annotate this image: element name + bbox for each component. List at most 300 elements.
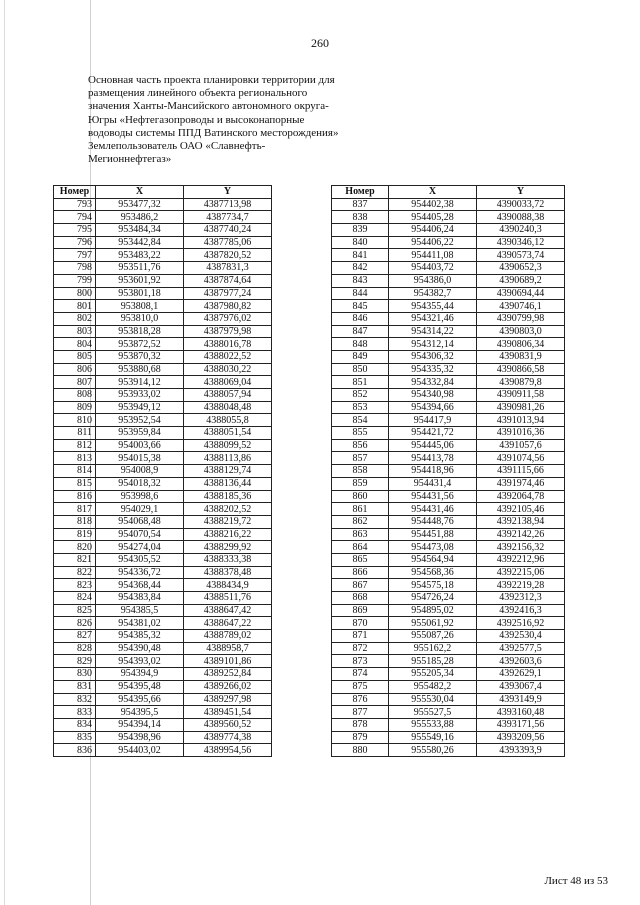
point-number: 820	[54, 541, 96, 554]
y-coordinate: 4388185,36	[184, 490, 272, 503]
point-number: 794	[54, 211, 96, 224]
scan-artifact-edge	[4, 0, 5, 905]
point-number: 873	[332, 655, 389, 668]
y-coordinate: 4388069,04	[184, 376, 272, 389]
point-number: 814	[54, 465, 96, 478]
point-number: 856	[332, 439, 389, 452]
y-coordinate: 4392064,78	[477, 490, 565, 503]
title-line: Землепользователь ОАО «Славнефть-	[88, 140, 266, 153]
header-y: Y	[184, 186, 272, 199]
y-coordinate: 4388051,54	[184, 427, 272, 440]
y-coordinate: 4393209,56	[477, 731, 565, 744]
title-line: водоводы системы ППД Ватинского месторождения»	[88, 126, 339, 139]
x-coordinate: 954406,24	[389, 224, 477, 237]
y-coordinate: 4390981,26	[477, 401, 565, 414]
x-coordinate: 955530,04	[389, 693, 477, 706]
y-coordinate: 4390033,72	[477, 198, 565, 211]
y-coordinate: 4391016,36	[477, 427, 565, 440]
table-row	[54, 579, 272, 592]
y-coordinate: 4388048,48	[184, 401, 272, 414]
table-row	[54, 350, 272, 363]
x-coordinate: 954726,24	[389, 592, 477, 605]
y-coordinate: 4393393,9	[477, 744, 565, 757]
table-row	[332, 579, 565, 592]
x-coordinate: 954274,04	[96, 541, 184, 554]
x-coordinate: 954398,96	[96, 731, 184, 744]
x-coordinate: 953477,32	[96, 198, 184, 211]
table-row	[54, 477, 272, 490]
x-coordinate: 954336,72	[96, 566, 184, 579]
table-row	[54, 604, 272, 617]
table-row	[332, 414, 565, 427]
table-row	[54, 744, 272, 757]
x-coordinate: 953808,1	[96, 300, 184, 313]
x-coordinate: 954431,4	[389, 477, 477, 490]
x-coordinate: 954448,76	[389, 515, 477, 528]
point-number: 824	[54, 592, 96, 605]
table-row	[332, 452, 565, 465]
table-row	[332, 401, 565, 414]
point-number: 819	[54, 528, 96, 541]
point-number: 842	[332, 262, 389, 275]
point-number: 836	[54, 744, 96, 757]
x-coordinate: 954383,84	[96, 592, 184, 605]
table-row	[54, 376, 272, 389]
x-coordinate: 954068,48	[96, 515, 184, 528]
point-number: 878	[332, 718, 389, 731]
point-number: 853	[332, 401, 389, 414]
point-number: 845	[332, 300, 389, 313]
y-coordinate: 4389451,54	[184, 706, 272, 719]
x-coordinate: 954312,14	[389, 338, 477, 351]
point-number: 854	[332, 414, 389, 427]
y-coordinate: 4387979,98	[184, 325, 272, 338]
y-coordinate: 4388055,8	[184, 414, 272, 427]
x-coordinate: 954575,18	[389, 579, 477, 592]
table-row	[54, 452, 272, 465]
y-coordinate: 4393067,4	[477, 680, 565, 693]
table-row	[54, 363, 272, 376]
table-row	[332, 655, 565, 668]
x-coordinate: 955527,5	[389, 706, 477, 719]
point-number: 815	[54, 477, 96, 490]
point-number: 804	[54, 338, 96, 351]
table-row	[332, 490, 565, 503]
x-coordinate: 954382,7	[389, 287, 477, 300]
y-coordinate: 4391115,66	[477, 465, 565, 478]
x-coordinate: 954368,44	[96, 579, 184, 592]
x-coordinate: 954403,72	[389, 262, 477, 275]
x-coordinate: 955061,92	[389, 617, 477, 630]
x-coordinate: 954405,28	[389, 211, 477, 224]
table-row	[332, 604, 565, 617]
table-row	[54, 642, 272, 655]
table-row	[54, 427, 272, 440]
x-coordinate: 955580,26	[389, 744, 477, 757]
y-coordinate: 4388129,74	[184, 465, 272, 478]
y-coordinate: 4390652,3	[477, 262, 565, 275]
point-number: 835	[54, 731, 96, 744]
table-row	[332, 515, 565, 528]
point-number: 822	[54, 566, 96, 579]
table-row	[332, 224, 565, 237]
point-number: 793	[54, 198, 96, 211]
table-row	[332, 389, 565, 402]
table-row	[54, 553, 272, 566]
point-number: 802	[54, 312, 96, 325]
table-row	[54, 414, 272, 427]
y-coordinate: 4387820,52	[184, 249, 272, 262]
table-row	[54, 668, 272, 681]
x-coordinate: 954385,5	[96, 604, 184, 617]
x-coordinate: 955205,34	[389, 668, 477, 681]
y-coordinate: 4387713,98	[184, 198, 272, 211]
x-coordinate: 953959,84	[96, 427, 184, 440]
x-coordinate: 954473,08	[389, 541, 477, 554]
point-number: 857	[332, 452, 389, 465]
point-number: 847	[332, 325, 389, 338]
y-coordinate: 4388016,78	[184, 338, 272, 351]
table-row	[54, 566, 272, 579]
x-coordinate: 954451,88	[389, 528, 477, 541]
y-coordinate: 4388099,52	[184, 439, 272, 452]
x-coordinate: 953949,12	[96, 401, 184, 414]
x-coordinate: 954003,66	[96, 439, 184, 452]
point-number: 861	[332, 503, 389, 516]
point-number: 798	[54, 262, 96, 275]
table-row	[332, 274, 565, 287]
x-coordinate: 954403,02	[96, 744, 184, 757]
x-coordinate: 953872,52	[96, 338, 184, 351]
point-number: 870	[332, 617, 389, 630]
x-coordinate: 954305,52	[96, 553, 184, 566]
y-coordinate: 4387874,64	[184, 274, 272, 287]
table-row	[54, 490, 272, 503]
table-row	[332, 249, 565, 262]
point-number: 875	[332, 680, 389, 693]
y-coordinate: 4390573,74	[477, 249, 565, 262]
point-number: 799	[54, 274, 96, 287]
point-number: 840	[332, 236, 389, 249]
point-number: 810	[54, 414, 96, 427]
table-row	[54, 592, 272, 605]
y-coordinate: 4387980,82	[184, 300, 272, 313]
y-coordinate: 4390806,34	[477, 338, 565, 351]
x-coordinate: 954018,32	[96, 477, 184, 490]
x-coordinate: 953511,76	[96, 262, 184, 275]
y-coordinate: 4390866,58	[477, 363, 565, 376]
x-coordinate: 953801,18	[96, 287, 184, 300]
point-number: 832	[54, 693, 96, 706]
x-coordinate: 953870,32	[96, 350, 184, 363]
table-row	[54, 262, 272, 275]
point-number: 862	[332, 515, 389, 528]
table-row	[332, 718, 565, 731]
point-number: 869	[332, 604, 389, 617]
page-number: 260	[311, 36, 329, 50]
table-row	[54, 224, 272, 237]
y-coordinate: 4392629,1	[477, 668, 565, 681]
point-number: 837	[332, 198, 389, 211]
y-coordinate: 4393160,48	[477, 706, 565, 719]
point-number: 806	[54, 363, 96, 376]
y-coordinate: 4392219,28	[477, 579, 565, 592]
x-coordinate: 954393,02	[96, 655, 184, 668]
x-coordinate: 953810,0	[96, 312, 184, 325]
point-number: 795	[54, 224, 96, 237]
x-coordinate: 955482,2	[389, 680, 477, 693]
header-number: Номер	[332, 186, 389, 199]
x-coordinate: 954314,22	[389, 325, 477, 338]
point-number: 825	[54, 604, 96, 617]
y-coordinate: 4388216,22	[184, 528, 272, 541]
x-coordinate: 954445,06	[389, 439, 477, 452]
point-number: 834	[54, 718, 96, 731]
x-coordinate: 954406,22	[389, 236, 477, 249]
y-coordinate: 4389297,98	[184, 693, 272, 706]
x-coordinate: 954385,32	[96, 630, 184, 643]
table-row	[332, 477, 565, 490]
y-coordinate: 4390088,38	[477, 211, 565, 224]
y-coordinate: 4388136,44	[184, 477, 272, 490]
x-coordinate: 954335,32	[389, 363, 477, 376]
point-number: 852	[332, 389, 389, 402]
y-coordinate: 4391013,94	[477, 414, 565, 427]
table-row	[332, 236, 565, 249]
table-row	[54, 300, 272, 313]
y-coordinate: 4388789,02	[184, 630, 272, 643]
table-row	[54, 287, 272, 300]
point-number: 872	[332, 642, 389, 655]
point-number: 811	[54, 427, 96, 440]
point-number: 866	[332, 566, 389, 579]
table-row	[332, 706, 565, 719]
point-number: 803	[54, 325, 96, 338]
x-coordinate: 954332,84	[389, 376, 477, 389]
point-number: 817	[54, 503, 96, 516]
y-coordinate: 4391057,6	[477, 439, 565, 452]
table-row	[332, 325, 565, 338]
x-coordinate: 953483,22	[96, 249, 184, 262]
x-coordinate: 954402,38	[389, 198, 477, 211]
x-coordinate: 954431,56	[389, 490, 477, 503]
table-row	[332, 287, 565, 300]
table-row	[332, 566, 565, 579]
x-coordinate: 954321,46	[389, 312, 477, 325]
y-coordinate: 4390879,8	[477, 376, 565, 389]
table-row	[332, 731, 565, 744]
y-coordinate: 4388022,52	[184, 350, 272, 363]
y-coordinate: 4389252,84	[184, 668, 272, 681]
table-row	[332, 262, 565, 275]
y-coordinate: 4388113,86	[184, 452, 272, 465]
table-row	[54, 693, 272, 706]
x-coordinate: 955533,88	[389, 718, 477, 731]
x-coordinate: 954895,02	[389, 604, 477, 617]
x-coordinate: 953818,28	[96, 325, 184, 338]
x-coordinate: 955087,26	[389, 630, 477, 643]
point-number: 805	[54, 350, 96, 363]
y-coordinate: 4392312,3	[477, 592, 565, 605]
y-coordinate: 4387977,24	[184, 287, 272, 300]
x-coordinate: 953601,92	[96, 274, 184, 287]
x-coordinate: 954394,14	[96, 718, 184, 731]
point-number: 801	[54, 300, 96, 313]
point-number: 833	[54, 706, 96, 719]
point-number: 860	[332, 490, 389, 503]
y-coordinate: 4387831,3	[184, 262, 272, 275]
table-row	[54, 528, 272, 541]
x-coordinate: 953486,2	[96, 211, 184, 224]
table-row	[54, 249, 272, 262]
y-coordinate: 4393171,56	[477, 718, 565, 731]
coordinates-table-right	[331, 185, 565, 757]
y-coordinate: 4390694,44	[477, 287, 565, 300]
x-coordinate: 954355,44	[389, 300, 477, 313]
table-row	[332, 553, 565, 566]
table-row	[332, 680, 565, 693]
y-coordinate: 4388202,52	[184, 503, 272, 516]
point-number: 848	[332, 338, 389, 351]
point-number: 800	[54, 287, 96, 300]
point-number: 831	[54, 680, 96, 693]
y-coordinate: 4392212,96	[477, 553, 565, 566]
table-header-row	[332, 186, 565, 199]
table-row	[54, 706, 272, 719]
table-row	[54, 325, 272, 338]
table-row	[332, 211, 565, 224]
y-coordinate: 4388647,22	[184, 617, 272, 630]
point-number: 868	[332, 592, 389, 605]
y-coordinate: 4389774,38	[184, 731, 272, 744]
point-number: 828	[54, 642, 96, 655]
x-coordinate: 954008,9	[96, 465, 184, 478]
point-number: 849	[332, 350, 389, 363]
table-row	[332, 630, 565, 643]
point-number: 813	[54, 452, 96, 465]
y-coordinate: 4392215,06	[477, 566, 565, 579]
table-row	[332, 503, 565, 516]
table-row	[332, 693, 565, 706]
x-coordinate: 954395,5	[96, 706, 184, 719]
y-coordinate: 4392142,26	[477, 528, 565, 541]
title-line: Основная часть проекта планировки территории для	[88, 74, 335, 86]
table-row	[54, 401, 272, 414]
y-coordinate: 4390911,58	[477, 389, 565, 402]
y-coordinate: 4390746,1	[477, 300, 565, 313]
table-row	[54, 630, 272, 643]
sheet-counter: Лист 48 из 53	[544, 875, 608, 887]
header-number: Номер	[54, 186, 96, 199]
table-row	[54, 274, 272, 287]
table-row	[332, 668, 565, 681]
point-number: 846	[332, 312, 389, 325]
x-coordinate: 954417,9	[389, 414, 477, 427]
y-coordinate: 4387785,06	[184, 236, 272, 249]
table-row	[332, 198, 565, 211]
y-coordinate: 4387734,7	[184, 211, 272, 224]
x-coordinate: 954015,38	[96, 452, 184, 465]
point-number: 879	[332, 731, 389, 744]
point-number: 843	[332, 274, 389, 287]
table-header-row	[54, 186, 272, 199]
table-row	[54, 503, 272, 516]
x-coordinate: 954564,94	[389, 553, 477, 566]
x-coordinate: 953933,02	[96, 389, 184, 402]
coordinates-table-left	[53, 185, 272, 757]
x-coordinate: 955185,28	[389, 655, 477, 668]
x-coordinate: 954390,48	[96, 642, 184, 655]
y-coordinate: 4389266,02	[184, 680, 272, 693]
title-line: Мегионнефтегаз»	[88, 153, 172, 166]
x-coordinate: 953484,34	[96, 224, 184, 237]
x-coordinate: 954395,66	[96, 693, 184, 706]
y-coordinate: 4392577,5	[477, 642, 565, 655]
y-coordinate: 4388378,48	[184, 566, 272, 579]
table-row	[54, 465, 272, 478]
table-row	[54, 389, 272, 402]
y-coordinate: 4391074,56	[477, 452, 565, 465]
title-line: Югры «Нефтегазопроводы и высоконапорные	[88, 113, 305, 126]
y-coordinate: 4392105,46	[477, 503, 565, 516]
y-coordinate: 4387976,02	[184, 312, 272, 325]
y-coordinate: 4388647,42	[184, 604, 272, 617]
x-coordinate: 953442,84	[96, 236, 184, 249]
y-coordinate: 4390799,98	[477, 312, 565, 325]
point-number: 850	[332, 363, 389, 376]
table-row	[332, 376, 565, 389]
table-row	[54, 731, 272, 744]
table-row	[54, 680, 272, 693]
point-number: 880	[332, 744, 389, 757]
x-coordinate: 954431,46	[389, 503, 477, 516]
point-number: 859	[332, 477, 389, 490]
table-row	[332, 528, 565, 541]
table-row	[54, 515, 272, 528]
x-coordinate: 953914,12	[96, 376, 184, 389]
y-coordinate: 4392530,4	[477, 630, 565, 643]
y-coordinate: 4392138,94	[477, 515, 565, 528]
x-coordinate: 953880,68	[96, 363, 184, 376]
point-number: 839	[332, 224, 389, 237]
point-number: 796	[54, 236, 96, 249]
x-coordinate: 954070,54	[96, 528, 184, 541]
table-row	[54, 718, 272, 731]
point-number: 864	[332, 541, 389, 554]
point-number: 874	[332, 668, 389, 681]
point-number: 823	[54, 579, 96, 592]
point-number: 807	[54, 376, 96, 389]
point-number: 871	[332, 630, 389, 643]
point-number: 816	[54, 490, 96, 503]
x-coordinate: 955549,16	[389, 731, 477, 744]
x-coordinate: 954306,32	[389, 350, 477, 363]
table-row	[54, 655, 272, 668]
y-coordinate: 4390346,12	[477, 236, 565, 249]
y-coordinate: 4390831,9	[477, 350, 565, 363]
x-coordinate: 954340,98	[389, 389, 477, 402]
title-line: значения Ханты-Мансийского автономного округа-	[88, 100, 329, 113]
table-row	[332, 300, 565, 313]
y-coordinate: 4390689,2	[477, 274, 565, 287]
x-coordinate: 954394,66	[389, 401, 477, 414]
y-coordinate: 4390803,0	[477, 325, 565, 338]
point-number: 838	[332, 211, 389, 224]
point-number: 867	[332, 579, 389, 592]
header-x: X	[389, 186, 477, 199]
point-number: 827	[54, 630, 96, 643]
y-coordinate: 4388333,38	[184, 553, 272, 566]
